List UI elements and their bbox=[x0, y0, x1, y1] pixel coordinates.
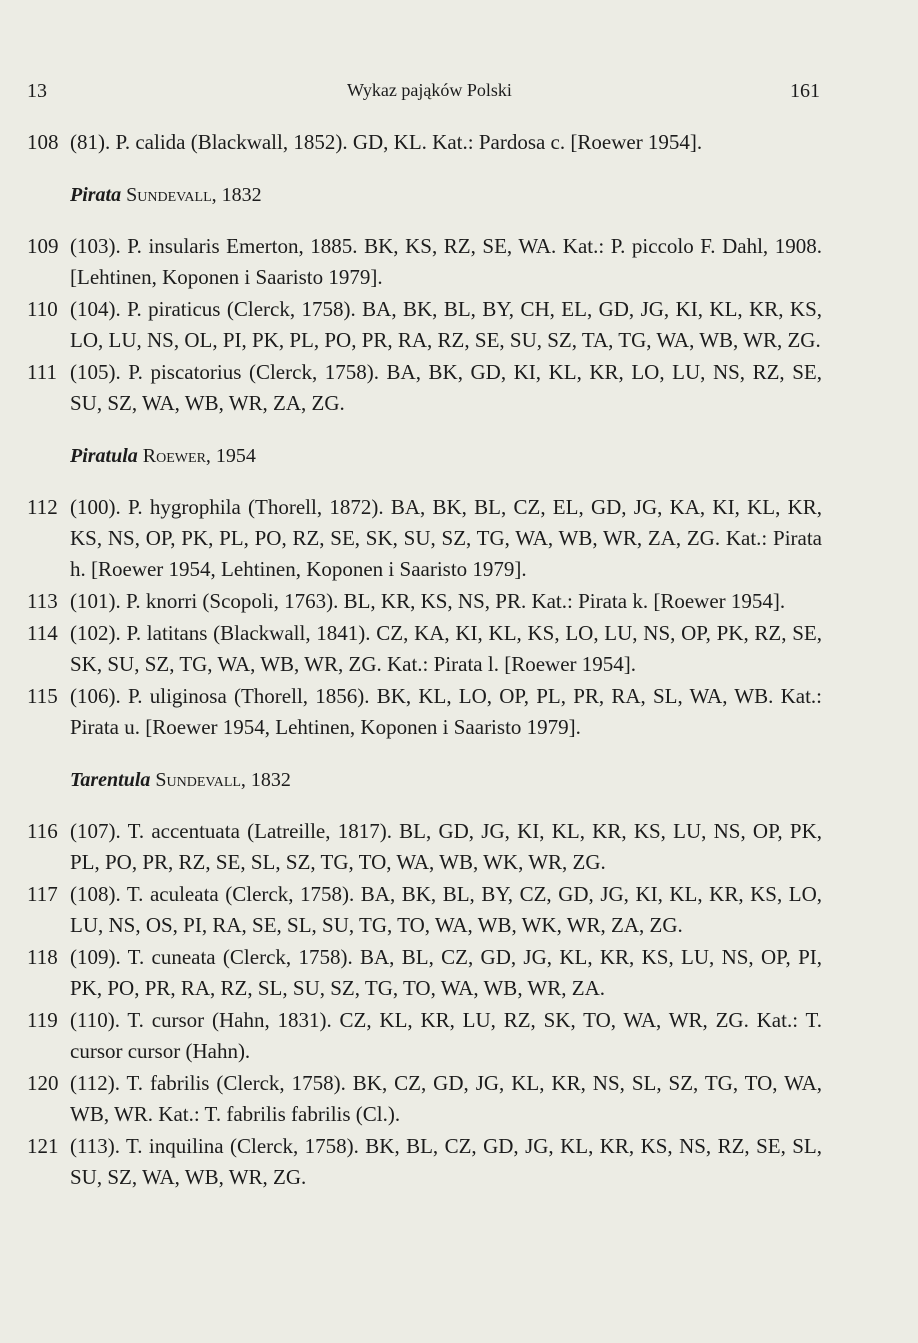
page-number-right: 161 bbox=[790, 80, 820, 102]
entry-text: (106). P. uliginosa (Thorell, 1856). BK, KL, LO, OP, PL, PR, RA, SL, WA, WB. Kat.: Pirata u. [Roewer 1954, Lehtinen, Koponen i Saaristo 1979]. bbox=[70, 684, 822, 739]
entry-number: 114 bbox=[27, 621, 58, 645]
species-entry bbox=[27, 231, 822, 293]
genus-author: Sundevall, 1832 bbox=[155, 769, 291, 791]
genus-heading bbox=[27, 180, 822, 211]
entry-text: (103). P. insularis Emerton, 1885. BK, KS, RZ, SE, WA. Kat.: P. piccolo F. Dahl, 1908. [Lehtinen, Koponen i Saaristo 1979]. bbox=[70, 234, 822, 289]
entry-number: 116 bbox=[27, 819, 58, 843]
entry-number: 115 bbox=[27, 684, 58, 708]
entry-text: (112). T. fabrilis (Clerck, 1758). BK, CZ, GD, JG, KL, KR, NS, SL, SZ, TG, TO, WA, WB, WR. Kat.: T. fabrilis fabrilis (Cl.). bbox=[70, 1071, 822, 1126]
entry-number: 110 bbox=[27, 297, 58, 321]
species-entry bbox=[27, 879, 822, 941]
species-entry bbox=[27, 492, 822, 585]
entry-text: (81). P. calida (Blackwall, 1852). GD, KL. Kat.: Pardosa c. [Roewer 1954]. bbox=[70, 130, 703, 154]
entry-number: 121 bbox=[27, 1134, 59, 1158]
entry-text: (105). P. piscatorius (Clerck, 1758). BA, BK, GD, KI, KL, KR, LO, LU, NS, RZ, SE, SU, SZ, WA, WB, WR, ZA, ZG. bbox=[70, 360, 822, 415]
entry-number: 118 bbox=[27, 945, 58, 969]
entry-number: 109 bbox=[27, 234, 59, 258]
entry-number: 119 bbox=[27, 1008, 58, 1032]
entry-number: 117 bbox=[27, 882, 58, 906]
entry-number: 111 bbox=[27, 360, 57, 384]
species-entry bbox=[27, 357, 822, 419]
entry-number: 113 bbox=[27, 589, 58, 613]
species-entry bbox=[27, 1005, 822, 1067]
genus-name: Piratula bbox=[70, 445, 138, 467]
genus-heading bbox=[27, 765, 822, 796]
species-entry bbox=[27, 127, 822, 158]
genus-heading bbox=[27, 441, 822, 472]
running-title: Wykaz pająków Polski bbox=[347, 80, 512, 100]
species-entry bbox=[27, 1131, 822, 1193]
entry-text: (108). T. aculeata (Clerck, 1758). BA, BK, BL, BY, CZ, GD, JG, KI, KL, KR, KS, LO, LU, NS, OS, PI, RA, SE, SL, SU, TG, TO, WA, WB, WK, WR, ZA, ZG. bbox=[70, 882, 822, 937]
genus-name: Tarentula bbox=[70, 769, 151, 791]
entry-text: (101). P. knorri (Scopoli, 1763). BL, KR, KS, NS, PR. Kat.: Pirata k. [Roewer 1954]. bbox=[70, 589, 786, 613]
species-entry bbox=[27, 816, 822, 878]
entry-text: (109). T. cuneata (Clerck, 1758). BA, BL, CZ, GD, JG, KL, KR, KS, LU, NS, OP, PI, PK, PO, PR, RA, RZ, SL, SU, SZ, TG, TO, WA, WB, WR, ZA. bbox=[70, 945, 822, 1000]
species-entry bbox=[27, 942, 822, 1004]
entry-text: (100). P. hygrophila (Thorell, 1872). BA, BK, BL, CZ, EL, GD, JG, KA, KI, KL, KR, KS, NS, OP, PK, PL, PO, RZ, SE, SK, SU, SZ, TG, WA, WB, WR, ZA, ZG. Kat.: Pirata h. [Roewer 1954, Lehtinen, Koponen i Saaristo 1979]. bbox=[70, 495, 822, 581]
genus-author: Roewer, 1954 bbox=[142, 445, 256, 467]
genus-name: Pirata bbox=[70, 184, 122, 206]
species-entry bbox=[27, 586, 822, 617]
species-entry bbox=[27, 1068, 822, 1130]
entry-text: (107). T. accentuata (Latreille, 1817). BL, GD, JG, KI, KL, KR, KS, LU, NS, OP, PK, PL, PO, PR, RZ, SE, SL, SZ, TG, TO, WA, WB, WK, WR, ZG. bbox=[70, 819, 822, 874]
entry-text: (102). P. latitans (Blackwall, 1841). CZ, KA, KI, KL, KS, LO, LU, NS, OP, PK, RZ, SE, SK, SU, SZ, TG, WA, WB, WR, ZG. Kat.: Pirata l. [Roewer 1954]. bbox=[70, 621, 822, 676]
genus-author: Sundevall, 1832 bbox=[126, 184, 262, 206]
entry-text: (110). T. cursor (Hahn, 1831). CZ, KL, KR, LU, RZ, SK, TO, WA, WR, ZG. Kat.: T. cursor cursor (Hahn). bbox=[70, 1008, 822, 1063]
entry-text: (104). P. piraticus (Clerck, 1758). BA, BK, BL, BY, CH, EL, GD, JG, KI, KL, KR, KS, LO, LU, NS, OL, PI, PK, PL, PO, PR, RA, RZ, SE, SU, SZ, TA, TG, WA, WB, WR, ZG. bbox=[70, 297, 822, 352]
entry-number: 112 bbox=[27, 495, 58, 519]
species-list bbox=[27, 127, 822, 1194]
species-entry bbox=[27, 681, 822, 743]
entry-text: (113). T. inquilina (Clerck, 1758). BK, BL, CZ, GD, JG, KL, KR, KS, NS, RZ, SE, SL, SU, SZ, WA, WB, WR, ZG. bbox=[70, 1134, 822, 1189]
entry-number: 108 bbox=[27, 130, 59, 154]
entry-number: 120 bbox=[27, 1071, 59, 1095]
species-entry bbox=[27, 618, 822, 680]
running-header bbox=[27, 80, 820, 110]
species-entry bbox=[27, 294, 822, 356]
page-number-left: 13 bbox=[27, 80, 47, 102]
